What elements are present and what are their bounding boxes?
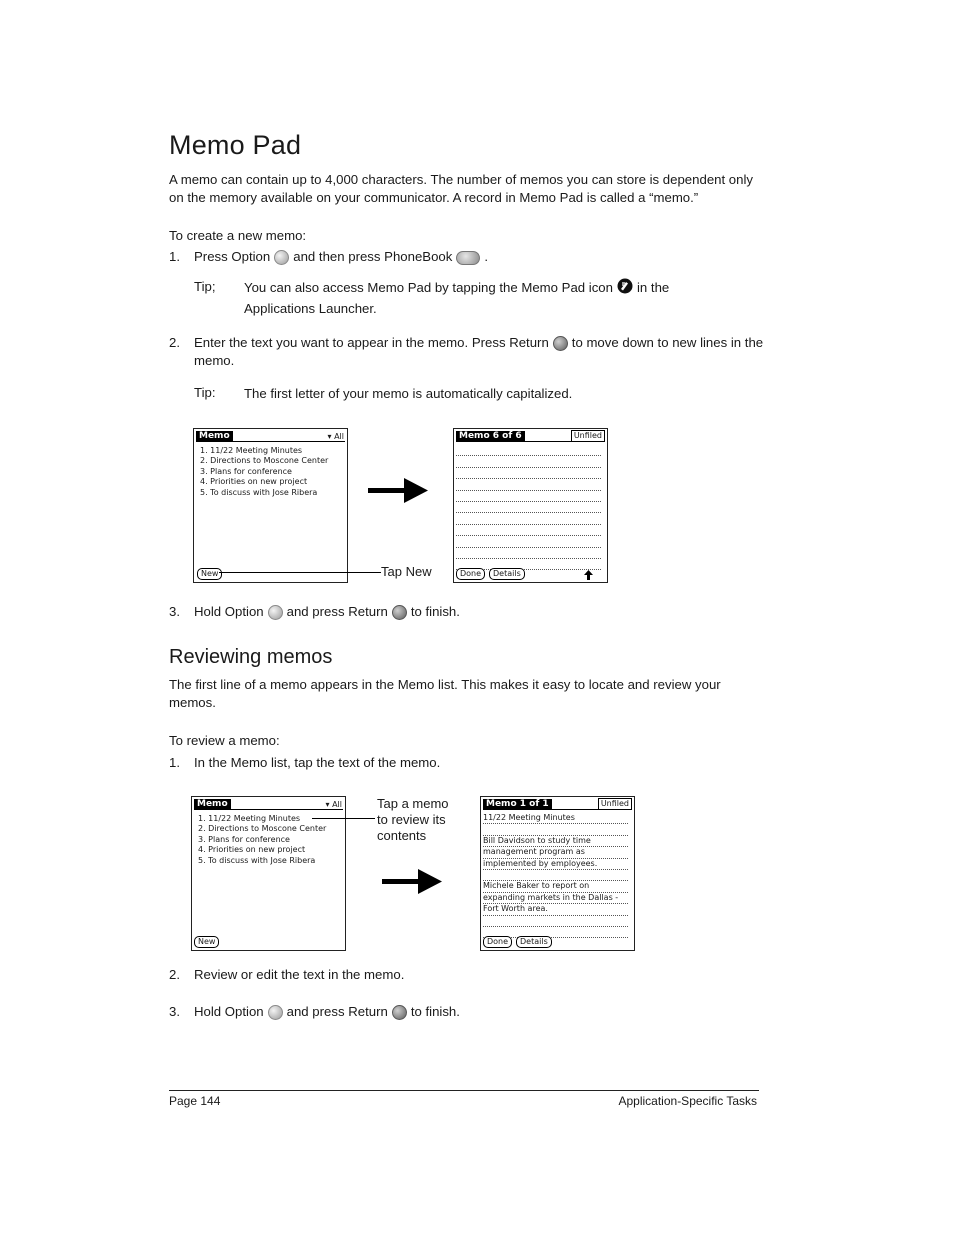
- return-button-icon: [553, 336, 568, 351]
- done-button[interactable]: Done: [483, 936, 512, 948]
- memo-line: [456, 456, 601, 467]
- memo-list-screen: [191, 796, 346, 951]
- title-rule: [194, 809, 343, 810]
- review-step-3: [194, 1003, 764, 1021]
- memo-line: [456, 491, 601, 502]
- memo-list-item[interactable]: 2. Directions to Moscone Center: [200, 456, 329, 466]
- memo-editor[interactable]: [456, 445, 601, 570]
- title-rule: [196, 441, 345, 442]
- tip-label: Tip:: [194, 385, 216, 400]
- right-arrow-icon: [368, 478, 428, 504]
- callout-line: [312, 818, 375, 819]
- screen-title: Memo: [194, 799, 231, 810]
- section-heading: Reviewing memos: [169, 646, 333, 668]
- create-step-1: [194, 248, 764, 266]
- option-button-icon: [268, 605, 283, 620]
- intro-paragraph: A memo can contain up to 4,000 characters. The number of memos you can store is dependent only on the memory available on your communicator. A record in Memo Pad is called a “memo.”: [169, 172, 754, 205]
- category-picker[interactable]: Unfiled: [571, 430, 605, 442]
- details-button[interactable]: Details: [516, 936, 552, 948]
- scroll-up-icon[interactable]: [584, 570, 593, 580]
- memo-line: [456, 445, 601, 456]
- step-text: Press Option: [194, 249, 271, 264]
- memo-list-item[interactable]: 1. 11/22 Meeting Minutes: [198, 814, 301, 823]
- tip-text: The first letter of your memo is automatically capitalized.: [244, 386, 573, 401]
- page-title: Memo Pad: [169, 130, 302, 160]
- step-text: Hold Option: [194, 604, 264, 619]
- step-text: to move down to new lines in the memo.: [194, 335, 764, 368]
- create-step-3: [194, 603, 764, 621]
- tip-text-part: in the Applications Launcher.: [244, 280, 670, 317]
- step-number: 1.: [169, 249, 180, 264]
- memo-line: [456, 525, 601, 536]
- memo-line: management program as: [483, 847, 628, 858]
- option-button-icon: [274, 250, 289, 265]
- screen-title: Memo 6 of 6: [456, 431, 525, 442]
- memo-line: Bill Davidson to study time: [483, 836, 628, 847]
- memo-list: [200, 446, 328, 498]
- category-picker[interactable]: ▾ All: [327, 432, 344, 441]
- step-text: and press Return: [286, 1004, 388, 1019]
- step-number: 1.: [169, 755, 180, 770]
- memo-list-item[interactable]: 2. Directions to Moscone Center: [198, 824, 327, 834]
- memo-line: [456, 536, 601, 547]
- memo-line: [483, 916, 628, 927]
- memo-line: expanding markets in the Dallas -: [483, 893, 628, 904]
- done-button[interactable]: Done: [456, 568, 485, 580]
- page-number: Page 144: [169, 1094, 221, 1108]
- memo-pad-app-icon: [617, 278, 633, 299]
- memo-line: [456, 513, 601, 524]
- memo-list-item[interactable]: 1. 11/22 Meeting Minutes: [200, 446, 303, 455]
- tip-text-part: You can also access Memo Pad by tapping the Memo Pad icon: [244, 280, 613, 295]
- memo-list-item[interactable]: 4. Priorities on new project: [198, 845, 306, 855]
- tap-new-callout: Tap New: [381, 564, 432, 579]
- memo-list: [198, 814, 326, 866]
- new-button[interactable]: New: [194, 936, 219, 948]
- step-text: and press Return: [286, 604, 388, 619]
- screen-title: Memo: [196, 431, 233, 442]
- memo-line: [483, 824, 628, 835]
- tip-text: [244, 278, 714, 318]
- create-step-2: [194, 334, 764, 370]
- phonebook-button-icon: [456, 251, 480, 265]
- memo-list-item[interactable]: 5. To discuss with Jose Ribera: [198, 855, 316, 865]
- step-text: and then press PhoneBook: [293, 249, 453, 264]
- callout-line: [219, 572, 381, 573]
- memo-editor[interactable]: [483, 813, 628, 938]
- create-memo-heading: To create a new memo:: [169, 228, 307, 243]
- new-button[interactable]: New: [197, 568, 222, 580]
- memo-line: [456, 468, 601, 479]
- memo-list-item[interactable]: 3. Plans for conference: [198, 834, 290, 844]
- step-number: 3.: [169, 1004, 180, 1019]
- review-step-2: Review or edit the text in the memo.: [194, 967, 405, 982]
- category-picker[interactable]: ▾ All: [325, 800, 342, 809]
- memo-line: Fort Worth area.: [483, 904, 628, 915]
- memo-list-item[interactable]: 3. Plans for conference: [200, 466, 292, 476]
- review-memo-heading: To review a memo:: [169, 733, 280, 748]
- review-intro: The first line of a memo appears in the Memo list. This makes it easy to locate and review your memos.: [169, 677, 721, 710]
- tip-label: Tip;: [194, 279, 216, 294]
- memo-line: [456, 548, 601, 559]
- right-arrow-icon: [382, 869, 442, 895]
- option-button-icon: [268, 1005, 283, 1020]
- step-number: 2.: [169, 335, 180, 350]
- memo-line: [483, 870, 628, 881]
- memo-list-item[interactable]: 5. To discuss with Jose Ribera: [200, 487, 318, 497]
- memo-view-screen: [480, 796, 635, 951]
- memo-line: implemented by employees.: [483, 859, 628, 870]
- review-step-1: In the Memo list, tap the text of the memo.: [194, 755, 441, 770]
- tap-memo-callout: Tap a memo to review its contents: [377, 796, 449, 843]
- memo-line: Michele Baker to report on: [483, 881, 628, 892]
- memo-list-item[interactable]: 4. Priorities on new project: [200, 477, 308, 487]
- screen-title: Memo 1 of 1: [483, 799, 552, 810]
- step-text: Hold Option: [194, 1004, 264, 1019]
- memo-line: [456, 479, 601, 490]
- return-button-icon: [392, 605, 407, 620]
- section-name: Application-Specific Tasks: [618, 1094, 757, 1108]
- category-picker[interactable]: Unfiled: [598, 798, 632, 810]
- return-button-icon: [392, 1005, 407, 1020]
- step-text: Enter the text you want to appear in the memo. Press Return: [194, 335, 549, 350]
- memo-line: [456, 502, 601, 513]
- new-memo-screen: [453, 428, 608, 583]
- step-number: 2.: [169, 967, 180, 982]
- step-text: to finish.: [410, 1004, 460, 1019]
- step-number: 3.: [169, 604, 180, 619]
- details-button[interactable]: Details: [489, 568, 525, 580]
- step-text: to finish.: [410, 604, 460, 619]
- footer-rule: [169, 1090, 759, 1091]
- step-text: .: [484, 249, 489, 264]
- memo-line: 11/22 Meeting Minutes: [483, 813, 628, 824]
- memo-list-screen: [193, 428, 348, 583]
